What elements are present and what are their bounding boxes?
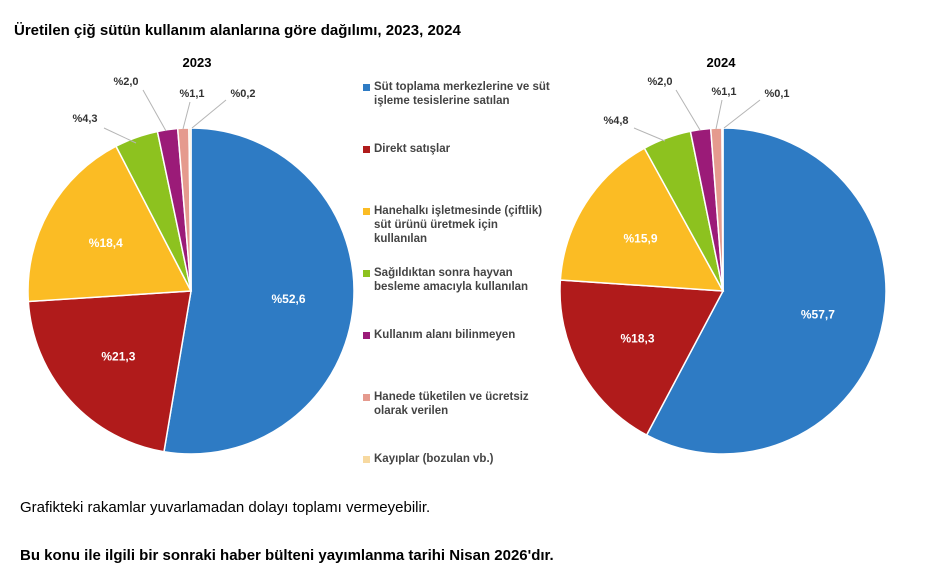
leader-line-2024-4	[634, 128, 665, 141]
legend-item-2	[363, 142, 552, 156]
pie-title-2024: 2024	[706, 55, 736, 70]
legend-swatch	[363, 332, 370, 339]
legend-label: Sağıldıktan sonra hayvan besleme amacıyla kullanılan	[374, 267, 529, 293]
data-label-2024-7: %0,1	[764, 88, 790, 100]
data-label-2023-6: %1,1	[179, 88, 205, 100]
legend-swatch	[363, 270, 370, 277]
leader-line-2023-7	[192, 100, 226, 128]
data-label-2024-6: %1,1	[711, 86, 737, 98]
legend-label: Direkt satışlar	[374, 143, 451, 155]
legend-label: Hanehalkı işletmesinde (çiftlik) süt ürünü üretmek için kullanılan	[374, 205, 543, 245]
data-label-2023-2: %21,3	[101, 349, 136, 364]
pie-slice-2024-7	[722, 128, 723, 291]
pie-slice-2023-1	[164, 128, 354, 454]
data-label-2023-4: %4,3	[72, 113, 98, 125]
leader-line-2023-6	[183, 102, 190, 129]
data-label-2024-4: %4,8	[603, 115, 629, 127]
legend-swatch	[363, 208, 370, 215]
data-label-2024-2: %18,3	[620, 331, 655, 346]
legend-swatch	[363, 394, 370, 401]
legend-label: Hanede tüketilen ve ücretsiz olarak verilen	[374, 391, 529, 417]
legend-item-5	[363, 328, 552, 342]
legend-label: Kullanım alanı bilinmeyen	[374, 329, 516, 341]
next-bulletin-note: Bu konu ile ilgili bir sonraki haber bülteni yayımlanma tarihi Nisan 2026'dır.	[20, 547, 554, 564]
legend-label: Süt toplama merkezlerine ve süt işleme tesislerine satılan	[374, 81, 550, 107]
pie-chart-2023	[28, 55, 354, 454]
pie-slice-2023-2	[28, 291, 191, 452]
page-title: Üretilen çiğ sütün kullanım alanlarına göre dağılımı, 2023, 2024	[14, 22, 461, 39]
leader-line-2024-7	[724, 100, 760, 128]
leader-line-2023-5	[143, 90, 166, 131]
legend-item-7	[363, 452, 552, 466]
pie-title-2023: 2023	[182, 55, 212, 70]
data-label-2024-3: %15,9	[623, 231, 658, 246]
legend-item-6	[363, 390, 552, 418]
leader-line-2024-6	[716, 100, 722, 129]
legend-item-3	[363, 204, 552, 246]
rounding-note: Grafikteki rakamlar yuvarlamadan dolayı toplamı vermeyebilir.	[20, 499, 431, 516]
leader-line-2024-5	[676, 90, 700, 130]
data-label-2023-3: %18,4	[88, 235, 123, 250]
legend-item-4	[363, 266, 552, 294]
legend-swatch	[363, 84, 370, 91]
data-label-2024-1: %57,7	[800, 307, 835, 322]
legend-label: Kayıplar (bozulan vb.)	[374, 453, 494, 465]
data-label-2023-7: %0,2	[230, 88, 256, 100]
data-label-2023-1: %52,6	[271, 292, 306, 307]
data-label-2023-5: %2,0	[113, 76, 139, 88]
pie-chart-2024	[560, 55, 886, 454]
legend-item-1	[363, 80, 552, 108]
leader-line-2023-4	[104, 128, 136, 143]
legend-swatch	[363, 456, 370, 463]
legend-swatch	[363, 146, 370, 153]
data-label-2024-5: %2,0	[647, 76, 673, 88]
